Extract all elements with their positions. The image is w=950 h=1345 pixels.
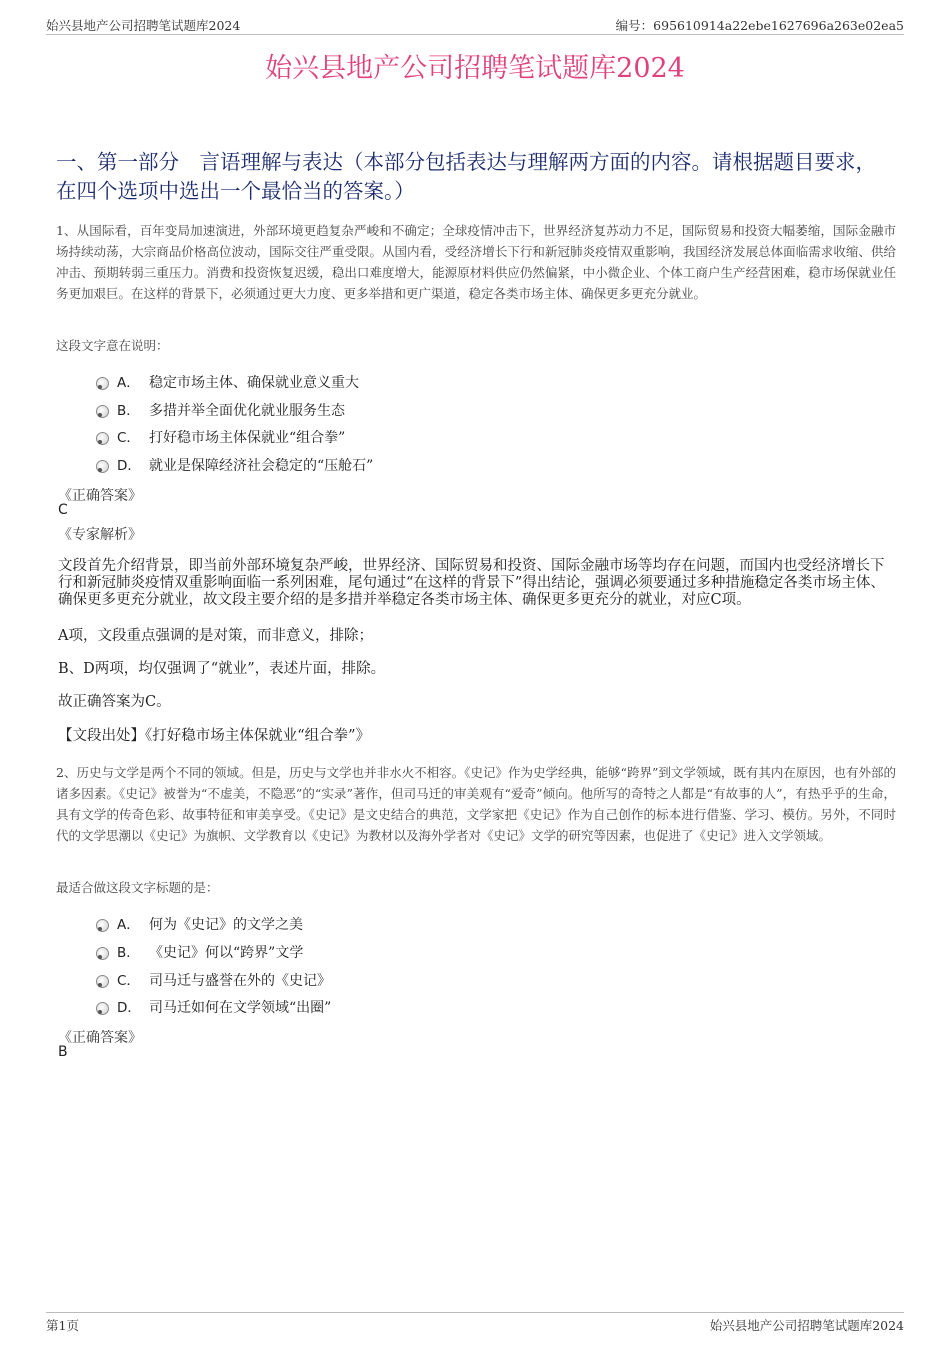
radio-icon[interactable]	[96, 377, 109, 390]
section-heading: 一、第一部分 言语理解与表达（本部分包括表达与理解两方面的内容。请根据题目要求，在四个选项中选出一个最恰当的答案。）	[56, 150, 876, 203]
answer-label: 《正确答案》	[58, 1030, 142, 1046]
question-1-prompt: 这段文字意在说明：	[56, 338, 169, 353]
radio-icon[interactable]	[96, 460, 109, 473]
analysis-paragraph: B、D两项，均仅强调了“就业”，表述片面，排除。	[58, 661, 386, 677]
answer-value: C	[58, 502, 68, 518]
radio-icon[interactable]	[96, 1002, 109, 1015]
question-2-option-d[interactable]: D． 司马迁如何在文学领域“出圈”	[96, 996, 331, 1016]
question-2-option-a[interactable]: A． 何为《史记》的文学之美	[96, 913, 303, 933]
document-title: 始兴县地产公司招聘笔试题库2024	[265, 53, 685, 84]
analysis-paragraph: A项，文段重点强调的是对策，而非意义，排除；	[58, 628, 373, 644]
radio-icon[interactable]	[96, 405, 109, 418]
answer-value: B	[58, 1044, 68, 1060]
question-2-text: 2、历史与文学是两个不同的领域。但是，历史与文学也并非水火不相容。《史记》作为史学经典，能够“跨界”到文学领域，既有其内在原因，也有外部的诸多因素。《史记》被誉为“不虚美，不隐恶”的“实录”著作，但司马迁的审美观有“爱奇”倾向。他所写的奇特之人都是“有故事的人”，有热乎乎的生命，具有文学的传奇色彩、故事特征和审美享受。《史记》是文史结合的典范，文学家把《史记》作为自己创作的标本进行借鉴、学习、模仿。另外，不同时代的文学思潮以《史记》为旗帜、文学教育以《史记》为教材以及海外学者对《史记》文学的研究等因素，也促进了《史记》进入文学领域。	[56, 765, 896, 843]
question-2-option-b[interactable]: B． 《史记》何以“跨界”文学	[96, 941, 303, 961]
question-1-option-d[interactable]: D． 就业是保障经济社会稳定的“压舱石”	[96, 454, 373, 474]
answer-label: 《正确答案》	[58, 488, 142, 504]
question-1-text: 1、从国际看，百年变局加速演进，外部环境更趋复杂严峻和不确定；全球疫情冲击下，世界经济复苏动力不足，国际贸易和投资大幅萎缩，国际金融市场持续动荡，大宗商品价格高位波动，国际交往严重受限。从国内看，受经济增长下行和新冠肺炎疫情双重影响，我国经济发展总体面临需求收缩、供给冲击、预期转弱三重压力。消费和投资恢复迟缓，稳出口难度增大，能源原材料供应仍然偏紧，中小微企业、个体工商户生产经营困难，稳市场保就业任务更加艰巨。在这样的背景下，必须通过更大力度、更多举措和更广渠道，稳定各类市场主体、确保更多更充分就业。	[56, 223, 896, 301]
question-1-option-b[interactable]: B． 多措并举全面优化就业服务生态	[96, 399, 345, 419]
page-footer	[46, 1312, 904, 1333]
question-2-prompt: 最适合做这段文字标题的是：	[56, 880, 219, 895]
analysis-label: 《专家解析》	[58, 527, 142, 543]
radio-icon[interactable]	[96, 947, 109, 960]
header-title: 始兴县地产公司招聘笔试题库2024	[46, 18, 241, 33]
question-1-option-a[interactable]: A． 稳定市场主体、确保就业意义重大	[96, 371, 359, 391]
question-1-option-c[interactable]: C． 打好稳市场主体保就业“组合拳”	[96, 426, 345, 446]
radio-icon[interactable]	[96, 919, 109, 932]
radio-icon[interactable]	[96, 975, 109, 988]
page-header	[46, 14, 904, 35]
analysis-source: 【文段出处】《打好稳市场主体保就业“组合拳”》	[58, 728, 371, 744]
footer-title: 始兴县地产公司招聘笔试题库2024	[709, 1318, 904, 1333]
analysis-paragraph: 故正确答案为C。	[58, 694, 171, 710]
question-2-option-c[interactable]: C． 司马迁与盛誉在外的《史记》	[96, 969, 331, 989]
page-number: 第1页	[46, 1318, 79, 1333]
radio-icon[interactable]	[96, 432, 109, 445]
analysis-paragraph: 文段首先介绍背景，即当前外部环境复杂严峻，世界经济、国际贸易和投资、国际金融市场等均存在问题，而国内也受经济增长下行和新冠肺炎疫情双重影响面临一系列困难，尾句通过“在这样的背景下”得出结论，强调必须要通过多种措施稳定各类市场主体、确保更多更充分就业，故文段主要介绍的是多措并举稳定各类市场主体、确保更多更充分的就业，对应C项。	[58, 558, 885, 608]
header-doc-id: 编号：695610914a22ebe1627696a263e02ea5	[615, 18, 904, 33]
